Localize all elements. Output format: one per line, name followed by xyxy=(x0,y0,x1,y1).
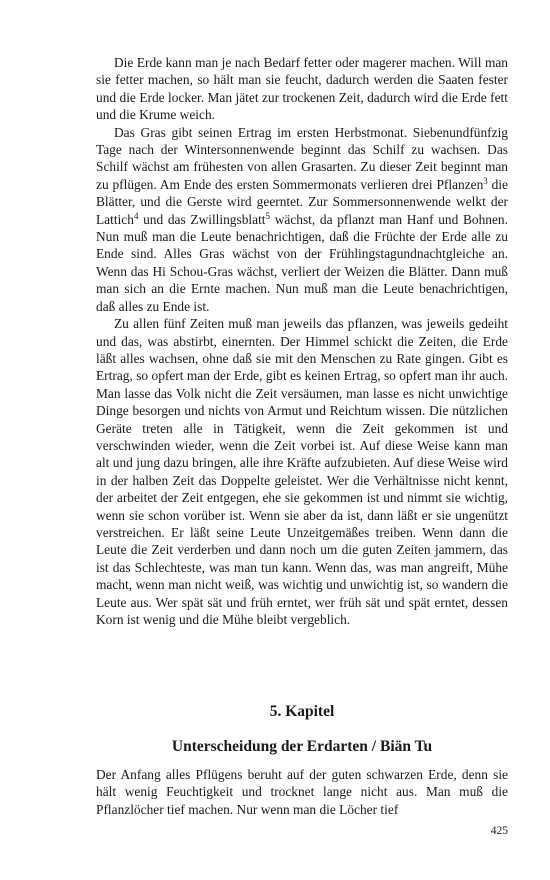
paragraph-text: wächst, da pflanzt man Hanf und Bohnen. Nun muß man die Leute benachrichtigen, daß die Früchte der Erde alle zu Ende sind. Alles Gras wächst von der Frühlingstagundnachtgleiche an. Wenn das Hi Schou-Gras wächst, verliert der Weizen die Blätter. Dann muß man sich an die Ernte machen. Nun muß man die Leute benachrichtigen, daß alles zu Ende ist. xyxy=(96,211,508,314)
chapter-body-text xyxy=(96,766,508,818)
paragraph-text: und das Zwillingsblatt xyxy=(143,211,266,227)
chapter-title: Unterscheidung der Erdarten / Biän Tu xyxy=(171,738,433,755)
footnote-ref-3: 3 xyxy=(483,175,488,186)
paragraph-text: Zu allen fünf Zeiten muß man jeweils das pflanzen, was jeweils gedeiht und das, was abstirbt, einernten. Der Himmel schickt die Zeiten, die Erde läßt alles wachsen, ohne daß sie mit den Menschen zu Rate gingen. Gibt es Ertrag, so opfert man der Erde, gibt es keinen Ertrag, so opfert man ihr auch. Man lasse das Volk nicht die Zeit versäumen, man lasse es nicht unwichtige Dinge besorgen und nichts von Armut und Reichtum wissen. Die nützlichen Geräte treten alle in Tätigkeit, wenn die Zeit gekommen ist und verschwinden wieder, wenn die Zeit vorbei ist. Auf diese Weise kann man alt und jung dazu bringen, alle ihre Kräfte aufzubieten. Auf diese Weise wird in der halben Zeit das Doppelte geleistet. Wer die Verhältnisse nicht kennt, der arbeitet der Zeit entgegen, ehe sie gekommen ist und nimmt sie wichtig, wenn sie schon vorüber ist. Wenn sie aber da ist, dann läßt er sie ungenützt verstreichen. Er läßt seine Leute Unzeitgemäßes treiben. Wenn dann die Leute die Zeit verderben und dann noch um die guten Zeiten jammern, das ist das Schlechteste, was man tun kann. Wenn das, was man angreift, Mühe macht, wenn man nicht weiß, was wichtig und unwichtig ist, so wandern die Leute aus. Wer spät sät und früh erntet, wer früh sät und spät erntet, dessen Korn ist wenig und die Mühe bleibt vergeblich. xyxy=(96,316,508,627)
page-number: 425 xyxy=(490,825,508,837)
paragraph-text: Das Gras gibt seinen Ertrag im ersten Herbstmonat. Siebenundfünfzig Tage nach der Wintersonnenwende beginnt das Schilf zu wachsen. Das Schilf wächst am frühesten von allen Grasarten. Zu dieser Zeit beginnt man zu pflügen. Am Ende des ersten Sommermonats verlieren drei Pflanzen xyxy=(96,124,508,192)
chapter-number: 5. Kapitel xyxy=(269,703,335,720)
paragraph-five-seasons xyxy=(96,315,508,628)
footnote-ref-4: 4 xyxy=(133,210,139,221)
body-text xyxy=(96,54,508,628)
paragraph-soil-fertility xyxy=(96,54,508,124)
paragraph-text: die Blätter, und die Gerste wird geerntet. Zur Sommersonnenwende welkt der Lattich xyxy=(96,176,508,227)
paragraph-text: Der Anfang alles Pflügens beruht auf der guten schwarzen Erde, denn sie hält wenig Feuchtigkeit und trocknet lange nicht aus. Man muß die Pflanzlöcher tief machen. Nur wenn man die Löcher tief xyxy=(96,767,508,817)
footnote-ref-5: 5 xyxy=(265,210,271,221)
paragraph-plowing xyxy=(96,766,508,818)
paragraph-grass-harvest xyxy=(96,124,508,315)
paragraph-text: Die Erde kann man je nach Bedarf fetter oder magerer machen. Will man sie fetter machen, so hält man sie feucht, dadurch werden die Saaten fester und die Erde locker. Man jätet zur trockenen Zeit, dadurch wird die Erde fett und die Krume weich. xyxy=(96,55,508,123)
